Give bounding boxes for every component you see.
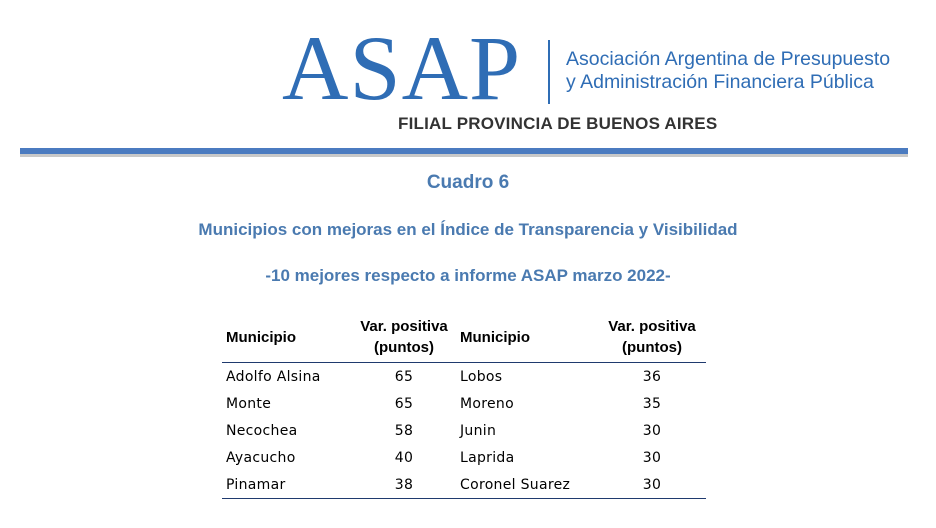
header-var-1-line2: (puntos)	[374, 339, 434, 356]
var-value: 65	[394, 395, 414, 412]
municipio-name: Lobos	[460, 368, 503, 385]
table-row	[222, 444, 706, 471]
municipio-name: Ayacucho	[226, 449, 296, 466]
table-row	[222, 390, 706, 417]
header-rule-shadow	[20, 154, 908, 157]
header-var-2-line2: (puntos)	[622, 339, 682, 356]
municipios-table	[222, 315, 706, 499]
municipio-name: Moreno	[460, 395, 514, 412]
var-value: 30	[642, 449, 662, 466]
table-subtitle: Municipios con mejoras en el Índice de Transparencia y Visibilidad	[198, 220, 738, 239]
municipio-name: Laprida	[460, 449, 515, 466]
header-municipio-2: Municipio	[456, 315, 598, 363]
logo-divider	[548, 40, 550, 104]
municipio-name: Coronel Suarez	[456, 471, 598, 499]
var-value: 40	[394, 449, 414, 466]
var-value: 35	[642, 395, 662, 412]
municipio-name: Necochea	[226, 422, 298, 439]
var-value: 30	[598, 471, 706, 499]
header-var-2-line1: Var. positiva	[608, 318, 696, 335]
var-value: 30	[642, 422, 662, 439]
organization-name-line2: y Administración Financiera Pública	[566, 71, 874, 93]
header-municipio-1: Municipio	[222, 315, 352, 363]
municipio-name: Pinamar	[222, 471, 352, 499]
table-row	[222, 471, 706, 499]
var-value: 38	[352, 471, 456, 499]
organization-name-line1: Asociación Argentina de Presupuesto	[566, 48, 891, 70]
table-row	[222, 417, 706, 444]
document-header	[0, 0, 936, 160]
table-row	[222, 363, 706, 391]
header-var-1-line1: Var. positiva	[360, 318, 448, 335]
table-header-row	[222, 315, 706, 363]
municipio-name: Adolfo Alsina	[226, 368, 321, 385]
var-value: 65	[394, 368, 414, 385]
municipio-name: Monte	[226, 395, 272, 412]
asap-logo: ASAP	[282, 17, 522, 119]
table-note: -10 mejores respecto a informe ASAP marzo 2022-	[265, 266, 671, 285]
var-value: 36	[642, 368, 662, 385]
filial-label: FILIAL PROVINCIA DE BUENOS AIRES	[398, 114, 718, 133]
municipio-name: Junin	[460, 422, 497, 439]
header-var-positiva-2	[598, 315, 706, 363]
var-value: 58	[394, 422, 414, 439]
header-var-positiva-1	[352, 315, 456, 363]
organization-name	[566, 48, 890, 94]
cuadro-title: Cuadro 6	[426, 172, 510, 193]
